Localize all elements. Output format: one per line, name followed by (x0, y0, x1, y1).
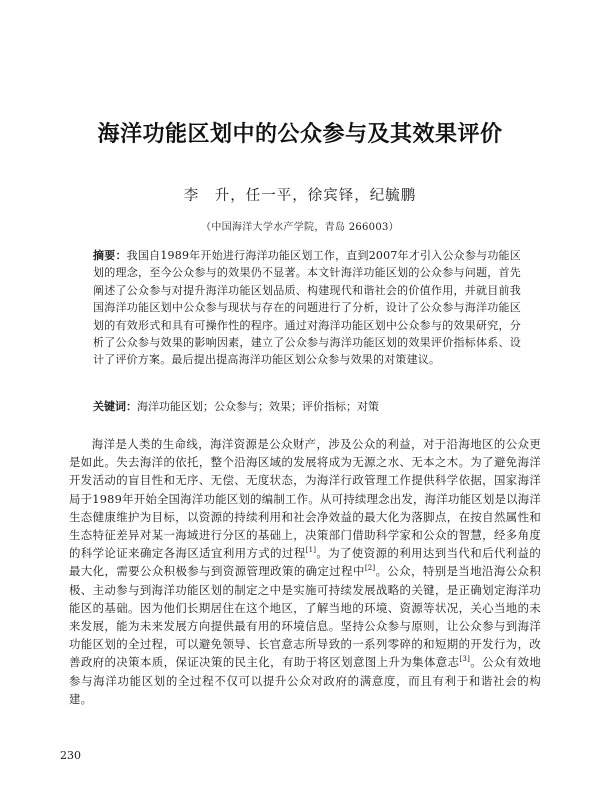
authors: 李 升，任一平，徐宾铎，纪毓鹏 (183, 188, 417, 204)
abstract-text: 我国自1989年开始进行海洋功能区划工作，直到2007年才引入公众参与功能区划的理念，至今公众参与的效果仍不显著。本文针海洋功能区划的公众参与问题，首先阐述了公众参与对提升海洋功能区划品质、构建现代和谐社会的价值作用，并就目前我国海洋功能区划中公众参与现状与存在的问题进行了分析，设计了公众参与海洋功能区划的有效形式和具有可操作性的程序。通过对海洋功能区划中公众参与的效果研究，分析了公众参与效果的影响因素，建立了公众参与海洋功能区划的效果评价指标体系、设计了评价方案。最后提出提高海洋功能区划公众参与效果的对策建议。 (93, 249, 521, 367)
body-paragraph (69, 435, 541, 708)
affiliation: （中国海洋大学水产学院，青岛 266003） (201, 222, 399, 233)
citation-3: [3] (459, 655, 470, 664)
keywords-text: 海洋功能区划；公众参与；效果；评价指标；对策 (137, 400, 379, 413)
body-text-part3: 。公众，特别是当地沿海公众积极、主动参与到海洋功能区划的制定之中是实施可持续发展战略的关键，是正确划定海洋功能区的基础。因为他们长期居住在这个地区，了解当地的环境、资源等状况，关心当地的未来发展，能为未来发展方向提供最有用的环境信息。坚持公众参与原则，让公众参与到海洋功能区划的全过程，可以避免领导、长官意志所导致的一系列零碎的和短期的开发行为，改善政府的决策本质，保证决策的民主化，有助于将区划意图上升为集体意志 (69, 564, 541, 670)
page-number: 230 (60, 749, 81, 762)
body-text-part2: 。为了使资源的利用达到当代和后代利益的最大化，需要公众积极参与到资源管理政策的确定过程中 (69, 546, 541, 579)
keywords (93, 398, 521, 415)
abstract (93, 247, 521, 369)
citation-2: [2] (364, 564, 376, 573)
abstract-label: 摘要： (93, 249, 127, 262)
keywords-label: 关键词： (93, 400, 137, 413)
body-text-part1: 海洋是人类的生命线，海洋资源是公众财产，涉及公众的利益，对于沿海地区的公众更是如此。失去海洋的依托，整个沿海区域的发展将成为无源之水、无本之木。为了避免海洋开发活动的盲目性和无序、无偿、无度状态，为海洋行政管理工作提供科学依据，国家海洋局于1989年开始全国海洋功能区划的编制工作。从可持续理念出发，海洋功能区划是以海洋生态健康维护为目标，以资源的持续利用和社会净效益的最大化为落脚点，在按自然属性和生态特征差异对某一海域进行分区的基础上，决策部门借助科学家和公众的智慧，经多角度的科学论证来确定各海区适宜利用方式的过程 (69, 437, 541, 561)
citation-1: [1] (305, 546, 317, 555)
body-text-part4: 。公众有效地参与海洋功能区划的全过程不仅可以提升公众对政府的满意度，而且有利于和谐社会的构建。 (69, 655, 541, 706)
paper-title: 海洋功能区划中的公众参与及其效果评价 (97, 122, 503, 147)
